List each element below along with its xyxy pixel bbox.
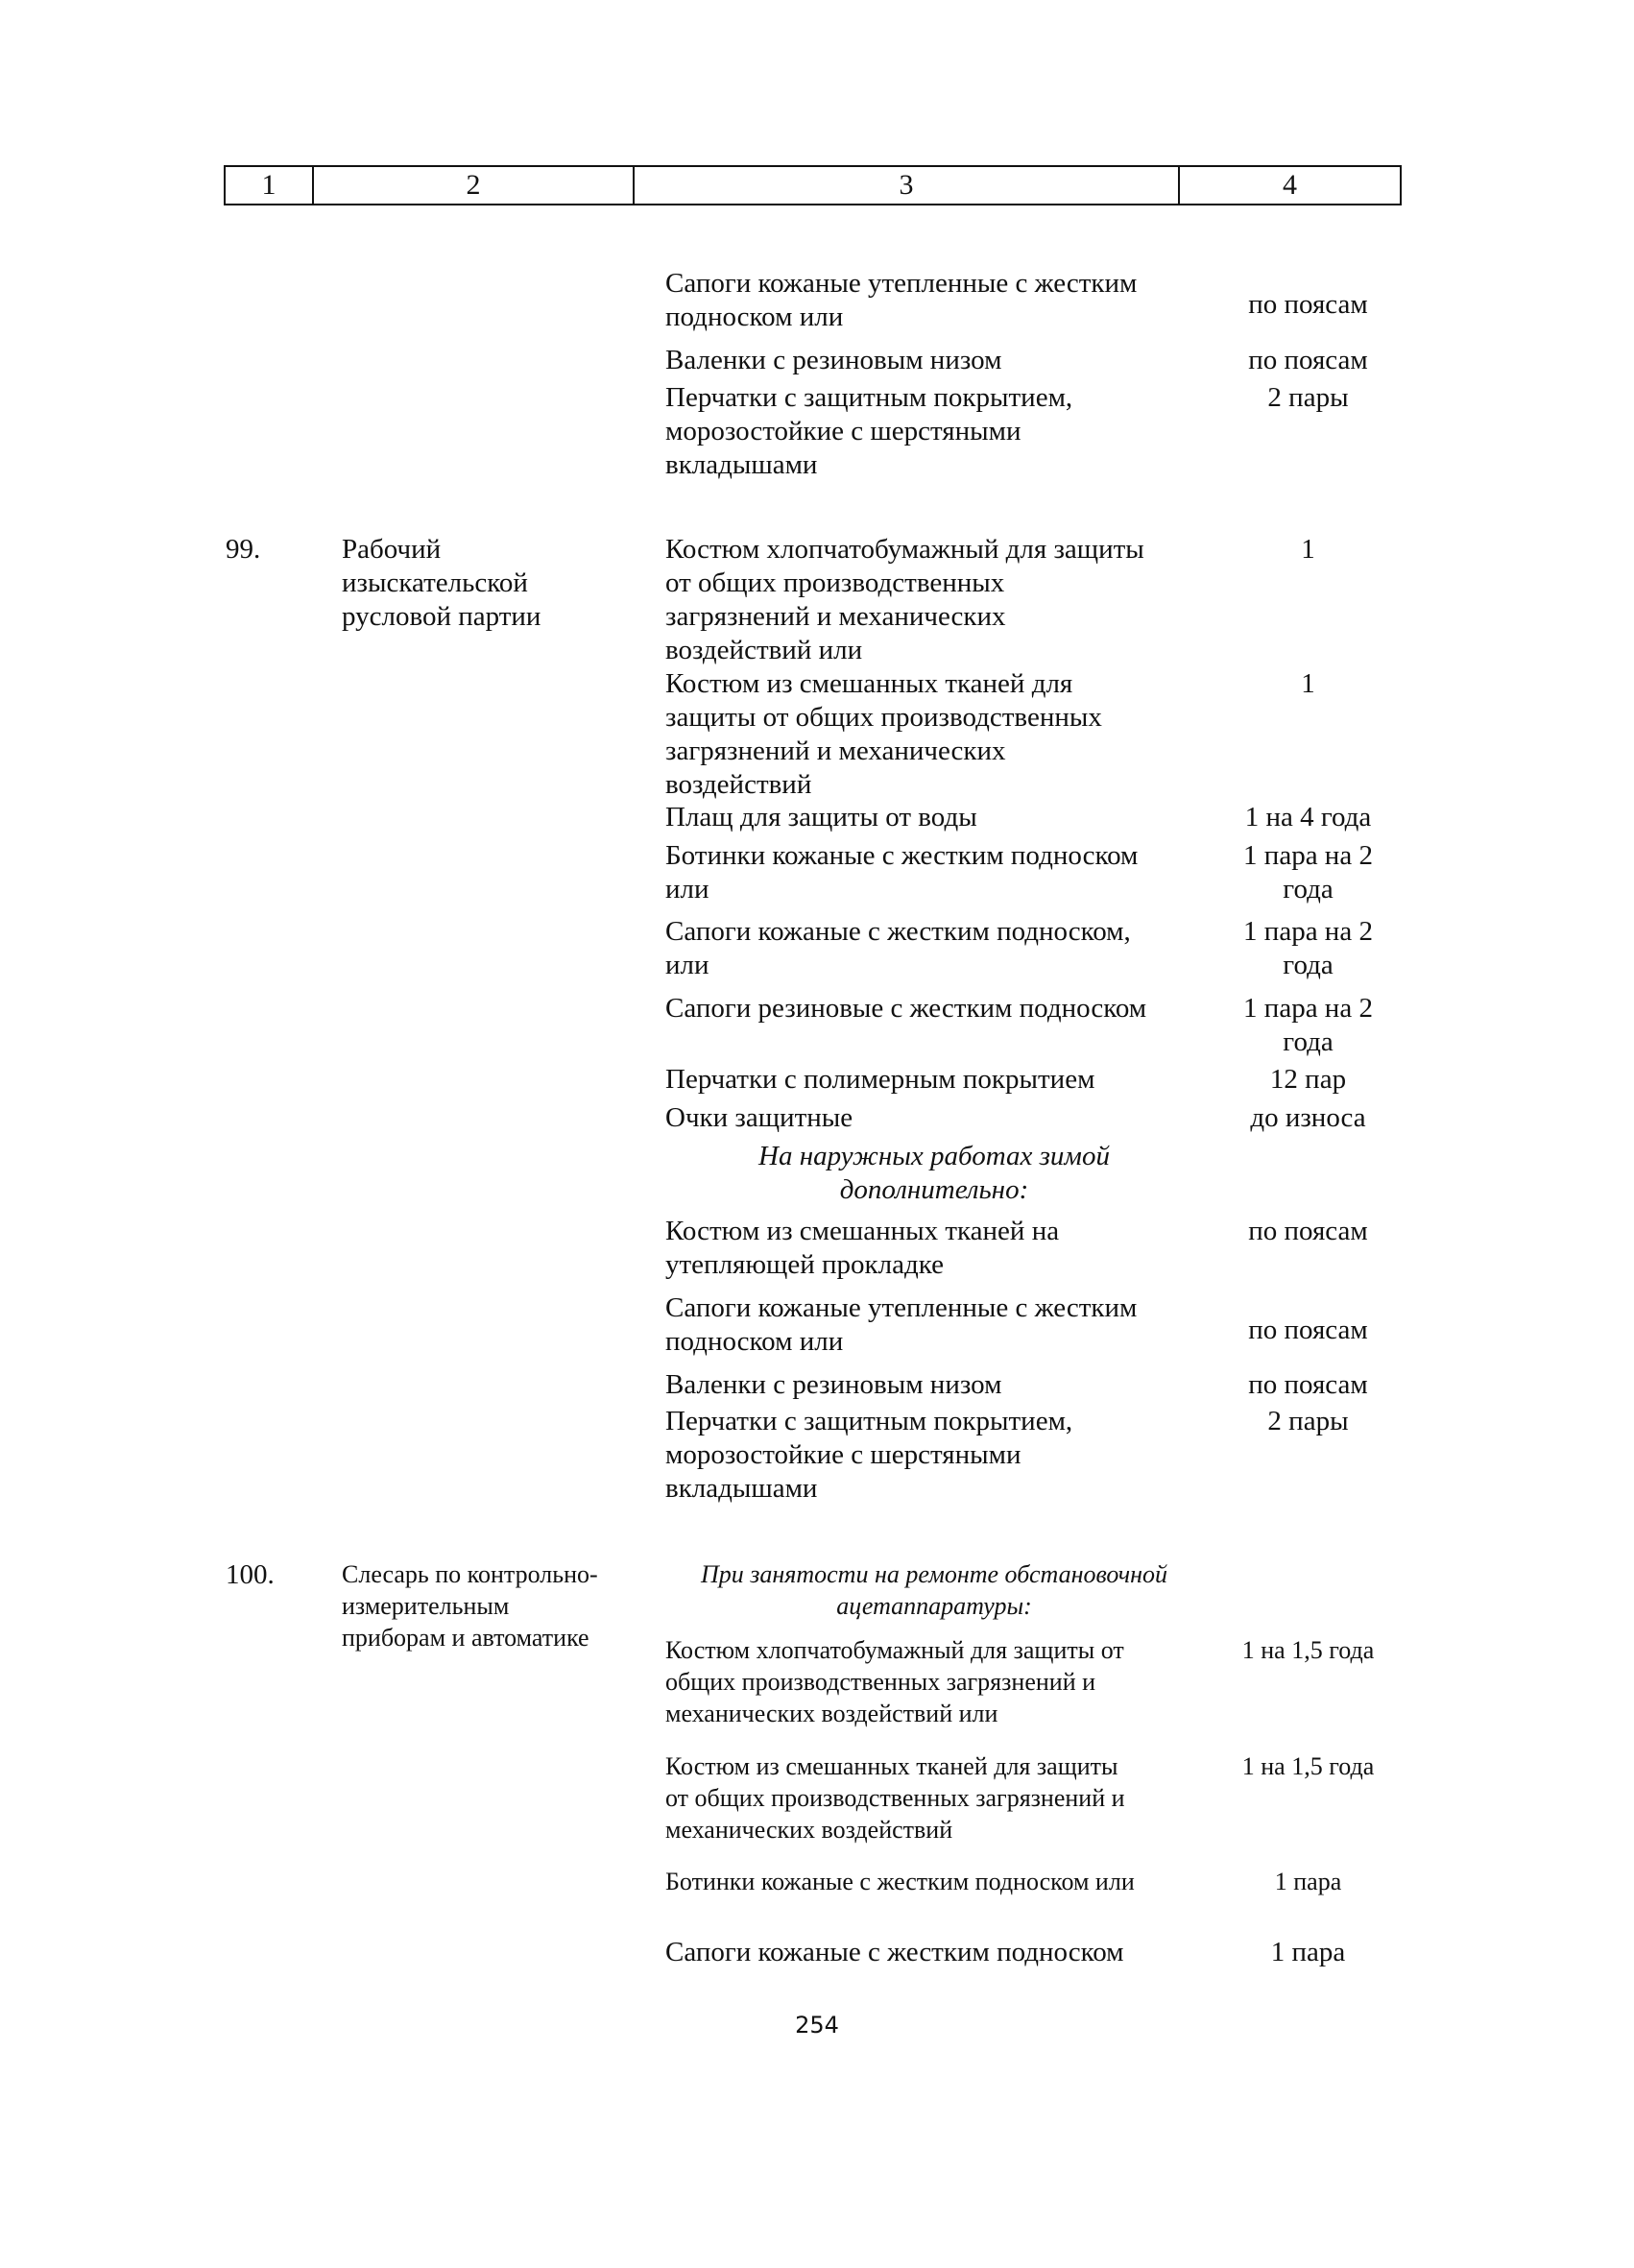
item-qty: 1 пара (1270, 1937, 1346, 1967)
occupation-name: Слесарь по контрольно- измерительным приборам и автоматике (342, 1560, 598, 1652)
item-qty: 1 (1301, 534, 1315, 565)
column-header-row (224, 165, 1402, 205)
item-name: Плащ для защиты от воды (665, 802, 977, 832)
item-name: Перчатки с защитным покрытием, морозостойкие с шерстяными вкладышами (665, 382, 1073, 480)
column-header-1: 1 (226, 167, 314, 204)
entry-number: 100. (226, 1559, 275, 1590)
item-qty: 1 на 4 года (1244, 802, 1372, 832)
item-name: Сапоги кожаные утепленные с жестким подноском или (665, 268, 1138, 332)
entry-number: 99. (226, 534, 261, 565)
item-qty: 1 на 1,5 года (1241, 1636, 1375, 1664)
item-qty: по поясам (1248, 345, 1368, 375)
item-qty: 1 пара на 2 года (1243, 840, 1373, 905)
item-name: Костюм из смешанных тканей для защиты от общих производственных загрязнений и механических воздействий (665, 668, 1102, 800)
item-qty: 1 пара (1274, 1868, 1342, 1895)
item-name: Ботинки кожаные с жестким подноском или (665, 840, 1139, 905)
item-qty: по поясам (1248, 1216, 1368, 1246)
page-number: 254 (795, 2012, 839, 2039)
item-name: Перчатки с защитным покрытием, морозостойкие с шерстяными вкладышами (665, 1406, 1073, 1504)
item-qty: 2 пары (1267, 382, 1349, 413)
item-qty: по поясам (1248, 289, 1368, 320)
occupation-name: Рабочий изыскательской русловой партии (342, 534, 541, 632)
item-name: Костюм из смешанных тканей для защиты от общих производственных загрязнений и механических воздействий (665, 1752, 1125, 1844)
item-qty: по поясам (1248, 1315, 1368, 1345)
item-qty: по поясам (1248, 1369, 1368, 1400)
item-name: Сапоги резиновые с жестким подноском (665, 993, 1147, 1024)
item-name: Сапоги кожаные с жестким подноском, или (665, 916, 1131, 980)
item-name: Костюм из смешанных тканей на утепляющей прокладке (665, 1216, 1060, 1280)
column-header-3: 3 (635, 167, 1180, 204)
condition-subheading: При занятости на ремонте обстановочной ацетаппаратуры: (700, 1560, 1168, 1620)
item-name: Валенки с резиновым низом (665, 1369, 1002, 1400)
item-name: Ботинки кожаные с жестким подноском или (665, 1868, 1135, 1895)
item-name: Валенки с резиновым низом (665, 345, 1002, 375)
item-qty: 2 пары (1267, 1406, 1349, 1436)
winter-subheading: На наружных работах зимой дополнительно: (758, 1141, 1110, 1205)
column-header-4: 4 (1283, 169, 1297, 201)
item-qty: 1 на 1,5 года (1241, 1752, 1375, 1780)
item-name: Перчатки с полимерным покрытием (665, 1064, 1095, 1095)
item-qty: 1 пара на 2 года (1243, 993, 1373, 1057)
item-name: Сапоги кожаные утепленные с жестким подноском или (665, 1292, 1138, 1357)
item-qty: до износа (1250, 1102, 1366, 1133)
item-qty: 1 пара на 2 года (1243, 916, 1373, 980)
item-qty: 1 (1301, 668, 1315, 699)
item-name: Сапоги кожаные с жестким подноском (665, 1937, 1124, 1967)
column-header-2: 2 (314, 167, 635, 204)
item-name: Костюм хлопчатобумажный для защиты от общих производственных загрязнений и механических воздействий или (665, 1636, 1124, 1727)
item-name: Очки защитные (665, 1102, 853, 1133)
item-name: Костюм хлопчатобумажный для защиты от общих производственных загрязнений и механических воздействий или (665, 534, 1144, 665)
item-qty: 12 пар (1269, 1064, 1347, 1095)
